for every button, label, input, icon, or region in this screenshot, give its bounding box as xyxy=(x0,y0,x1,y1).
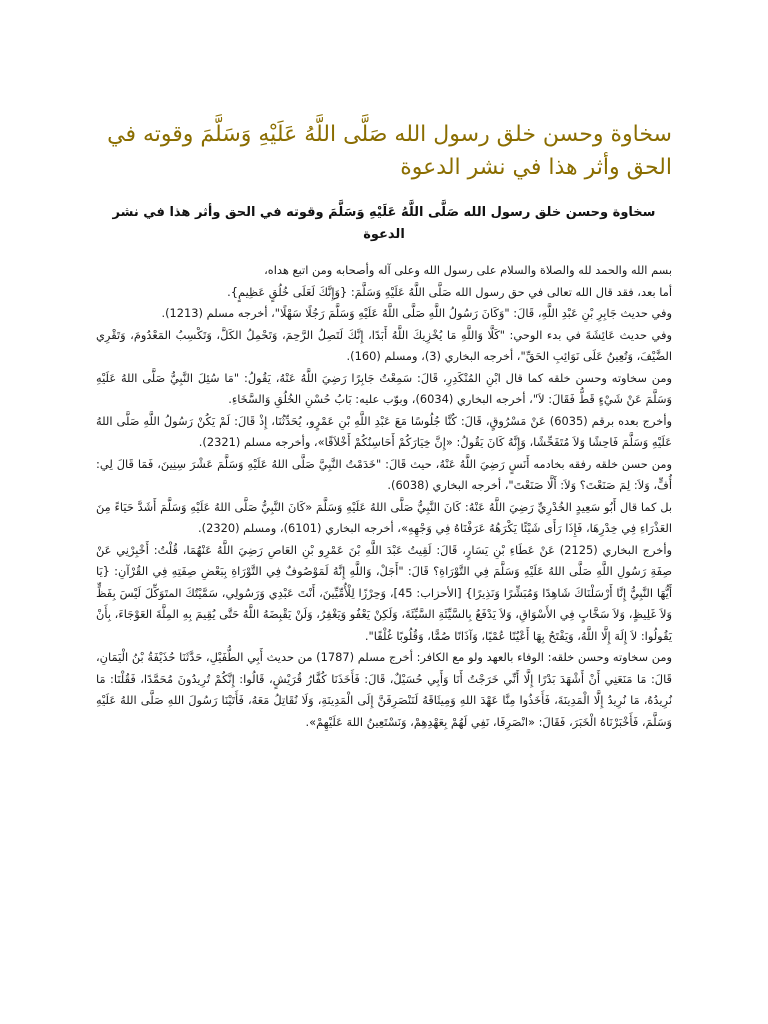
document-body xyxy=(96,260,672,733)
paragraph-aisha: وفي حديث عَائِشَةَ في بدء الوحي: "كَلَّا وَاللَّهِ مَا يُخْزِيكَ اللَّهُ أَبَدًا، إِنَّكَ لَتَصِلُ الرَّحِمَ، وَتَحْمِلُ الكَلَّ، وَتَكْسِبُ المَعْدُومَ، وَتَقْرِي الضَّيْفَ، وَتُعِينُ عَلَى نَوَائِبِ الحَقِّ"، أخرجه البخاري (3)، ومسلم (160). xyxy=(96,327,672,363)
paragraph-masruq: وأخرج بعده برقم (6035) عَنْ مَسْرُوقٍ، قَالَ: كُنَّا جُلُوسًا مَعَ عَبْدِ اللَّهِ بْنِ عَمْرٍو، يُحَدِّثُنَا، إِذْ قَالَ: لَمْ يَكُنْ رَسُولُ اللَّهِ صَلَّى اللهُ عَلَيْهِ وَسَلَّمَ فَاحِشًا وَلاَ مُتَفَحِّشًا، وَإِنَّهُ كَانَ يَقُولُ: «إِنَّ خِيَارَكُمْ أَحَاسِنُكُمْ أَخْلاَقًا»، وأخرجه مسلم (2321). xyxy=(96,413,672,449)
paragraph-hudhayfa: ومن سخاوته وحسن خلقه: الوفاء بالعهد ولو مع الكافر: أخرج مسلم (1787) من حديث أَبِي الطُّفَيْلِ، حَدَّثَنَا حُذَيْفَةُ بْنُ الْيَمَانِ، قَالَ: مَا مَنَعَنِي أَنْ أَشْهَدَ بَدْرًا إِلَّا أَنِّي خَرَجْتُ أَنَا وَأَبِي حُسَيْلٌ، قَالَ: فَأَخَذَنَا كُفَّارُ قُرَيْشٍ، قَالُوا: إِنَّكُمْ تُرِيدُونَ مُحَمَّدًا، فَقُلْنَا: مَا نُرِيدُهُ، مَا نُرِيدُ إِلَّا الْمَدِينَةَ، فَأَخَذُوا مِنَّا عَهْدَ اللهِ وَمِيثَاقَهُ لَنَنْصَرِفَنَّ إِلَى الْمَدِينَةِ، وَلَا نُقَاتِلُ مَعَهُ، فَأَتَيْنَا رَسُولَ اللهِ صَلَّى اللهُ عَلَيْهِ وَسَلَّمَ، فَأَخْبَرْنَاهُ الْخَبَرَ، فَقَالَ: «انْصَرِفَا، نَفِي لَهُمْ بِعَهْدِهِمْ، وَنَسْتَعِينُ اللهَ عَلَيْهِمْ». xyxy=(96,650,672,729)
paragraph-jabir: وفي حديث جَابِرِ بْنِ عَبْدِ اللَّهِ، قَالَ: "وَكَانَ رَسُولُ اللَّهِ صَلَّى اللَّهُ عَلَيْهِ وَسَلَّمَ رَجُلًا سَهْلًا"، أخرجه مسلم (1213). xyxy=(161,306,672,320)
document-title: سخاوة وحسن خلق رسول الله صَلَّى اللَّهُ عَلَيْهِ وَسَلَّمَ وقوته في الحق وأثر هذا في نشر الدعوة xyxy=(107,122,672,180)
paragraph-anas: ومن حسن خلقه رفقه بخادمه أَنَسٍ رَضِيَ اللَّهُ عَنْهُ، حيث قَالَ: "خَدَمْتُ النَّبِيَّ صَلَّى اللهُ عَلَيْهِ وَسَلَّمَ عَشْرَ سِنِينَ، فَمَا قَالَ لِي: أُفٍّ، وَلاَ: لِمَ صَنَعْتَ؟ وَلاَ: أَلَّا صَنَعْتَ"، أخرجه البخاري (6038). xyxy=(96,456,672,492)
document-subtitle: سخاوة وحسن خلق رسول الله صَلَّى اللَّهُ عَلَيْهِ وَسَلَّمَ وقوته في الحق وأثر هذا في نشر الدعوة xyxy=(112,205,656,242)
paragraph-ayah: أما بعد، فقد قال الله تعالى في حق رسول الله صَلَّى اللَّهُ عَلَيْهِ وَسَلَّمَ: {وَإِنَّكَ لَعَلَى خُلُقٍ عَظِيمٍ}. xyxy=(227,284,672,299)
paragraph-abu-said: بل كما قال أَبُو سَعِيدٍ الخُدْرِيِّ رَضِيَ اللَّهُ عَنْهُ: كَانَ النَّبِيُّ صَلَّى اللهُ عَلَيْهِ وَسَلَّمَ «كَانَ النَّبِيُّ صَلَّى اللهُ عَلَيْهِ وَسَلَّمَ أَشَدَّ حَيَاءً مِنَ العَذْرَاءِ فِي خِدْرِهَا، فَإِذَا رَأَى شَيْئًا يَكْرَهُهُ عَرَفْنَاهُ فِي وَجْهِهِ»، أخرجه البخاري (6101)، ومسلم (2320). xyxy=(96,499,672,535)
paragraph-ibn-munkadir: ومن سخاوته وحسن خلقه كما قال ابْنِ المُنْكَدِرِ، قَالَ: سَمِعْتُ جَابِرًا رَضِيَ اللَّهُ عَنْهُ، يَقُولُ: "مَا سُئِلَ النَّبِيُّ صَلَّى اللهُ عَلَيْهِ وَسَلَّمَ عَنْ شَيْءٍ قَطُّ فَقَالَ: لاَ"، أخرجه البخاري (6034)، وبوّب عليه: بَابُ حُسْنِ الخُلُقِ وَالسَّخَاءِ. xyxy=(96,370,672,406)
paragraph-intro: بسم الله والحمد لله والصلاة والسلام على رسول الله وعلى آله وأصحابه ومن اتبع هداه، xyxy=(264,263,672,277)
paragraph-ata: وأخرج البخاري (2125) عَنْ عَطَاءِ بْنِ يَسَارٍ، قَالَ: لَقِيتُ عَبْدَ اللَّهِ بْنَ عَمْرِو بْنِ العَاصِ رَضِيَ اللَّهُ عَنْهُمَا، قُلْتُ: أَخْبِرْنِي عَنْ صِفَةِ رَسُولِ اللَّهِ صَلَّى اللهُ عَلَيْهِ وَسَلَّمَ فِي التَّوْرَاةِ؟ قَالَ: "أَجَلْ، وَاللَّهِ إِنَّهُ لَمَوْصُوفٌ فِي التَّوْرَاةِ بِبَعْضِ صِفَتِهِ فِي القُرْآنِ: {يَا أَيُّهَا النَّبِيُّ إِنَّا أَرْسَلْنَاكَ شَاهِدًا وَمُبَشِّرًا وَنَذِيرًا} [الأحزاب: 45]، وَحِرْزًا لِلْأُمِّيِّينَ، أَنْتَ عَبْدِي وَرَسُولِي، سَمَّيْتُكَ المتَوَكِّلَ لَيْسَ بِفَظٍّ وَلاَ غَلِيظٍ، وَلاَ سَخَّابٍ فِي الأَسْوَاقِ، وَلاَ يَدْفَعُ بِالسَّيِّئَةِ السَّيِّئَةَ، وَلَكِنْ يَعْفُو وَيَغْفِرُ، وَلَنْ يَقْبِضَهُ اللَّهُ حَتَّى يُقِيمَ بِهِ المِلَّةَ العَوْجَاءَ، بِأَنْ يَقُولُوا: لاَ إِلَهَ إِلَّا اللَّهُ، وَيَفْتَحُ بِهَا أَعْيُنًا عُمْيًا، وَآذَانًا صُمًّا، وَقُلُوبًا غُلْفًا". xyxy=(96,542,673,643)
